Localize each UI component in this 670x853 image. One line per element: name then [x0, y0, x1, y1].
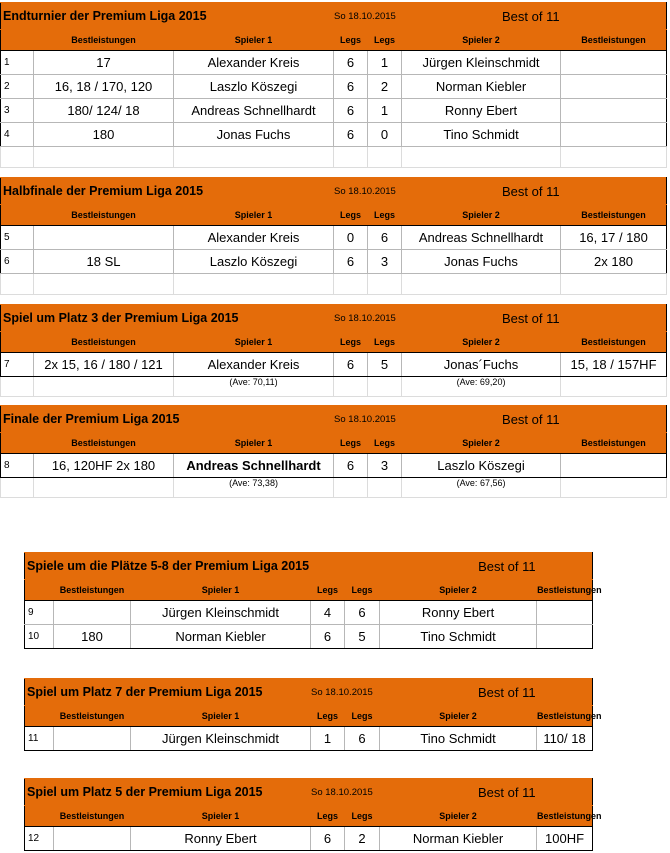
- column-header-row: [1, 30, 667, 51]
- best2-cell: [561, 454, 667, 478]
- player2-cell: Tino Schmidt: [380, 625, 537, 649]
- table-row: [25, 625, 593, 649]
- results-table: [24, 778, 602, 851]
- section-title-row: [25, 553, 593, 580]
- legs2-cell: 1: [368, 99, 402, 123]
- header-best2: Bestleistungen: [561, 205, 667, 226]
- column-header-row: [25, 706, 593, 727]
- player1-cell: Jürgen Kleinschmidt: [131, 727, 311, 751]
- player1-cell: Norman Kiebler: [131, 625, 311, 649]
- legs1-cell: 0: [334, 226, 368, 250]
- match-date: So 18.10.2015: [334, 406, 402, 433]
- results-table: [0, 177, 667, 295]
- best2-cell: [561, 51, 667, 75]
- section-halbfinale: [0, 177, 666, 295]
- match-number: 2: [1, 75, 34, 99]
- header-player2: Spieler 2: [380, 806, 537, 827]
- best1-cell: 2x 15, 16 / 180 / 121: [34, 353, 174, 377]
- best-of-label: Best of 11: [402, 305, 667, 332]
- header-legs1: Legs: [311, 580, 345, 601]
- legs2-cell: 6: [345, 601, 380, 625]
- player2-cell: Jonas´Fuchs: [402, 353, 561, 377]
- table-row: [1, 99, 667, 123]
- player1-cell: Ronny Ebert: [131, 827, 311, 851]
- section-plaetze-5-8: [24, 552, 602, 649]
- header-player1: Spieler 1: [174, 205, 334, 226]
- header-best1: Bestleistungen: [54, 806, 131, 827]
- best-of-label: Best of 11: [380, 553, 593, 580]
- player1-cell: Andreas Schnellhardt: [174, 454, 334, 478]
- match-number: 5: [1, 226, 34, 250]
- best-of-label: Best of 11: [402, 178, 667, 205]
- header-legs1: Legs: [311, 806, 345, 827]
- section-title-row: [1, 406, 667, 433]
- column-header-row: [1, 205, 667, 226]
- legs2-cell: 6: [368, 226, 402, 250]
- header-player2: Spieler 2: [402, 30, 561, 51]
- header-best1: Bestleistungen: [54, 706, 131, 727]
- section-title: Spiel um Platz 5 der Premium Liga 2015: [25, 779, 311, 806]
- best-of-label: Best of 11: [402, 3, 667, 30]
- best2-cell: [561, 123, 667, 147]
- match-date: So 18.10.2015: [334, 3, 402, 30]
- player1-cell: Alexander Kreis: [174, 51, 334, 75]
- results-table: [24, 552, 602, 649]
- legs2-cell: 0: [368, 123, 402, 147]
- table-row: [1, 454, 667, 478]
- table-row: [1, 226, 667, 250]
- spacer-row: [1, 274, 667, 295]
- section-platz7: [24, 678, 602, 751]
- results-table: [0, 405, 667, 498]
- best2-cell: 15, 18 / 157HF: [561, 353, 667, 377]
- match-number: 4: [1, 123, 34, 147]
- table-row: [1, 250, 667, 274]
- best2-cell: [537, 601, 593, 625]
- best2-cell: 2x 180: [561, 250, 667, 274]
- header-best1: Bestleistungen: [34, 433, 174, 454]
- section-platz3: [0, 304, 666, 397]
- section-title-row: [1, 305, 667, 332]
- best1-cell: [54, 727, 131, 751]
- best2-cell: [561, 75, 667, 99]
- section-finale: [0, 405, 666, 498]
- player2-cell: Tino Schmidt: [402, 123, 561, 147]
- header-best2: Bestleistungen: [537, 706, 593, 727]
- section-title: Spiel um Platz 7 der Premium Liga 2015: [25, 679, 311, 706]
- header-best2: Bestleistungen: [537, 580, 593, 601]
- legs1-cell: 4: [311, 601, 345, 625]
- table-row: [25, 601, 593, 625]
- player1-cell: Andreas Schnellhardt: [174, 99, 334, 123]
- header-player1: Spieler 1: [174, 433, 334, 454]
- column-header-row: [25, 580, 593, 601]
- table-row: [1, 353, 667, 377]
- table-row: [25, 827, 593, 851]
- header-player1: Spieler 1: [174, 332, 334, 353]
- legs2-cell: 5: [345, 625, 380, 649]
- header-best2: Bestleistungen: [561, 332, 667, 353]
- header-legs2: Legs: [345, 580, 380, 601]
- header-best1: Bestleistungen: [54, 580, 131, 601]
- legs2-cell: 5: [368, 353, 402, 377]
- best1-cell: [34, 226, 174, 250]
- match-number: 3: [1, 99, 34, 123]
- header-legs2: Legs: [345, 806, 380, 827]
- player2-average: (Ave: 67,56): [402, 478, 561, 498]
- player1-cell: Laszlo Köszegi: [174, 250, 334, 274]
- column-header-row: [1, 433, 667, 454]
- header-legs2: Legs: [345, 706, 380, 727]
- section-title-row: [25, 679, 593, 706]
- best1-cell: 180: [34, 123, 174, 147]
- match-number: 6: [1, 250, 34, 274]
- match-date: So 18.10.2015: [334, 305, 402, 332]
- legs2-cell: 3: [368, 250, 402, 274]
- legs1-cell: 6: [334, 250, 368, 274]
- best-of-label: Best of 11: [402, 406, 667, 433]
- section-endturnier: [0, 2, 666, 168]
- match-number: 8: [1, 454, 34, 478]
- section-title: Endturnier der Premium Liga 2015: [1, 3, 334, 30]
- table-row: [1, 75, 667, 99]
- match-number: 1: [1, 51, 34, 75]
- best1-cell: [54, 827, 131, 851]
- best2-cell: [561, 99, 667, 123]
- legs1-cell: 6: [334, 75, 368, 99]
- section-title-row: [25, 779, 593, 806]
- results-table: [0, 2, 667, 168]
- average-row: [1, 478, 667, 498]
- header-player2: Spieler 2: [402, 433, 561, 454]
- section-title: Halbfinale der Premium Liga 2015: [1, 178, 334, 205]
- match-number: 11: [25, 727, 54, 751]
- player2-cell: Ronny Ebert: [402, 99, 561, 123]
- legs1-cell: 6: [311, 625, 345, 649]
- header-best1: Bestleistungen: [34, 30, 174, 51]
- legs1-cell: 6: [334, 51, 368, 75]
- header-legs1: Legs: [334, 433, 368, 454]
- best2-cell: 100HF: [537, 827, 593, 851]
- section-platz5: [24, 778, 602, 851]
- player2-average: (Ave: 69,20): [402, 377, 561, 397]
- average-row: [1, 377, 667, 397]
- header-legs1: Legs: [311, 706, 345, 727]
- match-date: So 18.10.2015: [311, 679, 380, 706]
- legs2-cell: 6: [345, 727, 380, 751]
- player2-cell: Tino Schmidt: [380, 727, 537, 751]
- section-title-row: [1, 3, 667, 30]
- section-title: Spiel um Platz 3 der Premium Liga 2015: [1, 305, 334, 332]
- player2-cell: Jürgen Kleinschmidt: [402, 51, 561, 75]
- best-of-label: Best of 11: [380, 679, 593, 706]
- table-row: [1, 51, 667, 75]
- header-player1: Spieler 1: [131, 806, 311, 827]
- best1-cell: 17: [34, 51, 174, 75]
- section-title: Finale der Premium Liga 2015: [1, 406, 334, 433]
- header-player2: Spieler 2: [402, 332, 561, 353]
- best1-cell: 16, 18 / 170, 120: [34, 75, 174, 99]
- header-legs1: Legs: [334, 30, 368, 51]
- header-best2: Bestleistungen: [537, 806, 593, 827]
- best1-cell: 180: [54, 625, 131, 649]
- player1-average: (Ave: 73,38): [174, 478, 334, 498]
- player1-cell: Laszlo Köszegi: [174, 75, 334, 99]
- results-table: [24, 678, 602, 751]
- header-player2: Spieler 2: [380, 706, 537, 727]
- header-player1: Spieler 1: [131, 580, 311, 601]
- header-legs1: Legs: [334, 205, 368, 226]
- match-number: 9: [25, 601, 54, 625]
- player1-cell: Alexander Kreis: [174, 353, 334, 377]
- best1-cell: 18 SL: [34, 250, 174, 274]
- legs1-cell: 1: [311, 727, 345, 751]
- header-best1: Bestleistungen: [34, 205, 174, 226]
- match-number: 7: [1, 353, 34, 377]
- section-title-row: [1, 178, 667, 205]
- header-legs2: Legs: [368, 30, 402, 51]
- header-player2: Spieler 2: [402, 205, 561, 226]
- best1-cell: 180/ 124/ 18: [34, 99, 174, 123]
- column-header-row: [25, 806, 593, 827]
- best1-cell: 16, 120HF 2x 180: [34, 454, 174, 478]
- header-best2: Bestleistungen: [561, 433, 667, 454]
- match-number: 12: [25, 827, 54, 851]
- best2-cell: 110/ 18: [537, 727, 593, 751]
- header-best1: Bestleistungen: [34, 332, 174, 353]
- legs1-cell: 6: [334, 123, 368, 147]
- player2-cell: Jonas Fuchs: [402, 250, 561, 274]
- player2-cell: Andreas Schnellhardt: [402, 226, 561, 250]
- legs1-cell: 6: [334, 99, 368, 123]
- match-date: So 18.10.2015: [334, 178, 402, 205]
- table-row: [25, 727, 593, 751]
- header-best2: Bestleistungen: [561, 30, 667, 51]
- player1-average: (Ave: 70,11): [174, 377, 334, 397]
- legs2-cell: 2: [345, 827, 380, 851]
- header-player1: Spieler 1: [174, 30, 334, 51]
- match-date: So 18.10.2015: [311, 779, 380, 806]
- player2-cell: Norman Kiebler: [380, 827, 537, 851]
- best1-cell: [54, 601, 131, 625]
- best-of-label: Best of 11: [380, 779, 593, 806]
- header-legs1: Legs: [334, 332, 368, 353]
- section-title: Spiele um die Plätze 5-8 der Premium Liga 2015: [25, 553, 380, 580]
- header-legs2: Legs: [368, 433, 402, 454]
- header-legs2: Legs: [368, 205, 402, 226]
- player2-cell: Ronny Ebert: [380, 601, 537, 625]
- header-player1: Spieler 1: [131, 706, 311, 727]
- legs1-cell: 6: [334, 353, 368, 377]
- player1-cell: Jonas Fuchs: [174, 123, 334, 147]
- player2-cell: Laszlo Köszegi: [402, 454, 561, 478]
- player1-cell: Jürgen Kleinschmidt: [131, 601, 311, 625]
- legs1-cell: 6: [334, 454, 368, 478]
- header-legs2: Legs: [368, 332, 402, 353]
- legs2-cell: 3: [368, 454, 402, 478]
- player1-cell: Alexander Kreis: [174, 226, 334, 250]
- match-number: 10: [25, 625, 54, 649]
- player2-cell: Norman Kiebler: [402, 75, 561, 99]
- legs1-cell: 6: [311, 827, 345, 851]
- legs2-cell: 1: [368, 51, 402, 75]
- results-table: [0, 304, 667, 397]
- best2-cell: 16, 17 / 180: [561, 226, 667, 250]
- legs2-cell: 2: [368, 75, 402, 99]
- table-row: [1, 123, 667, 147]
- best2-cell: [537, 625, 593, 649]
- header-player2: Spieler 2: [380, 580, 537, 601]
- spacer-row: [1, 147, 667, 168]
- column-header-row: [1, 332, 667, 353]
